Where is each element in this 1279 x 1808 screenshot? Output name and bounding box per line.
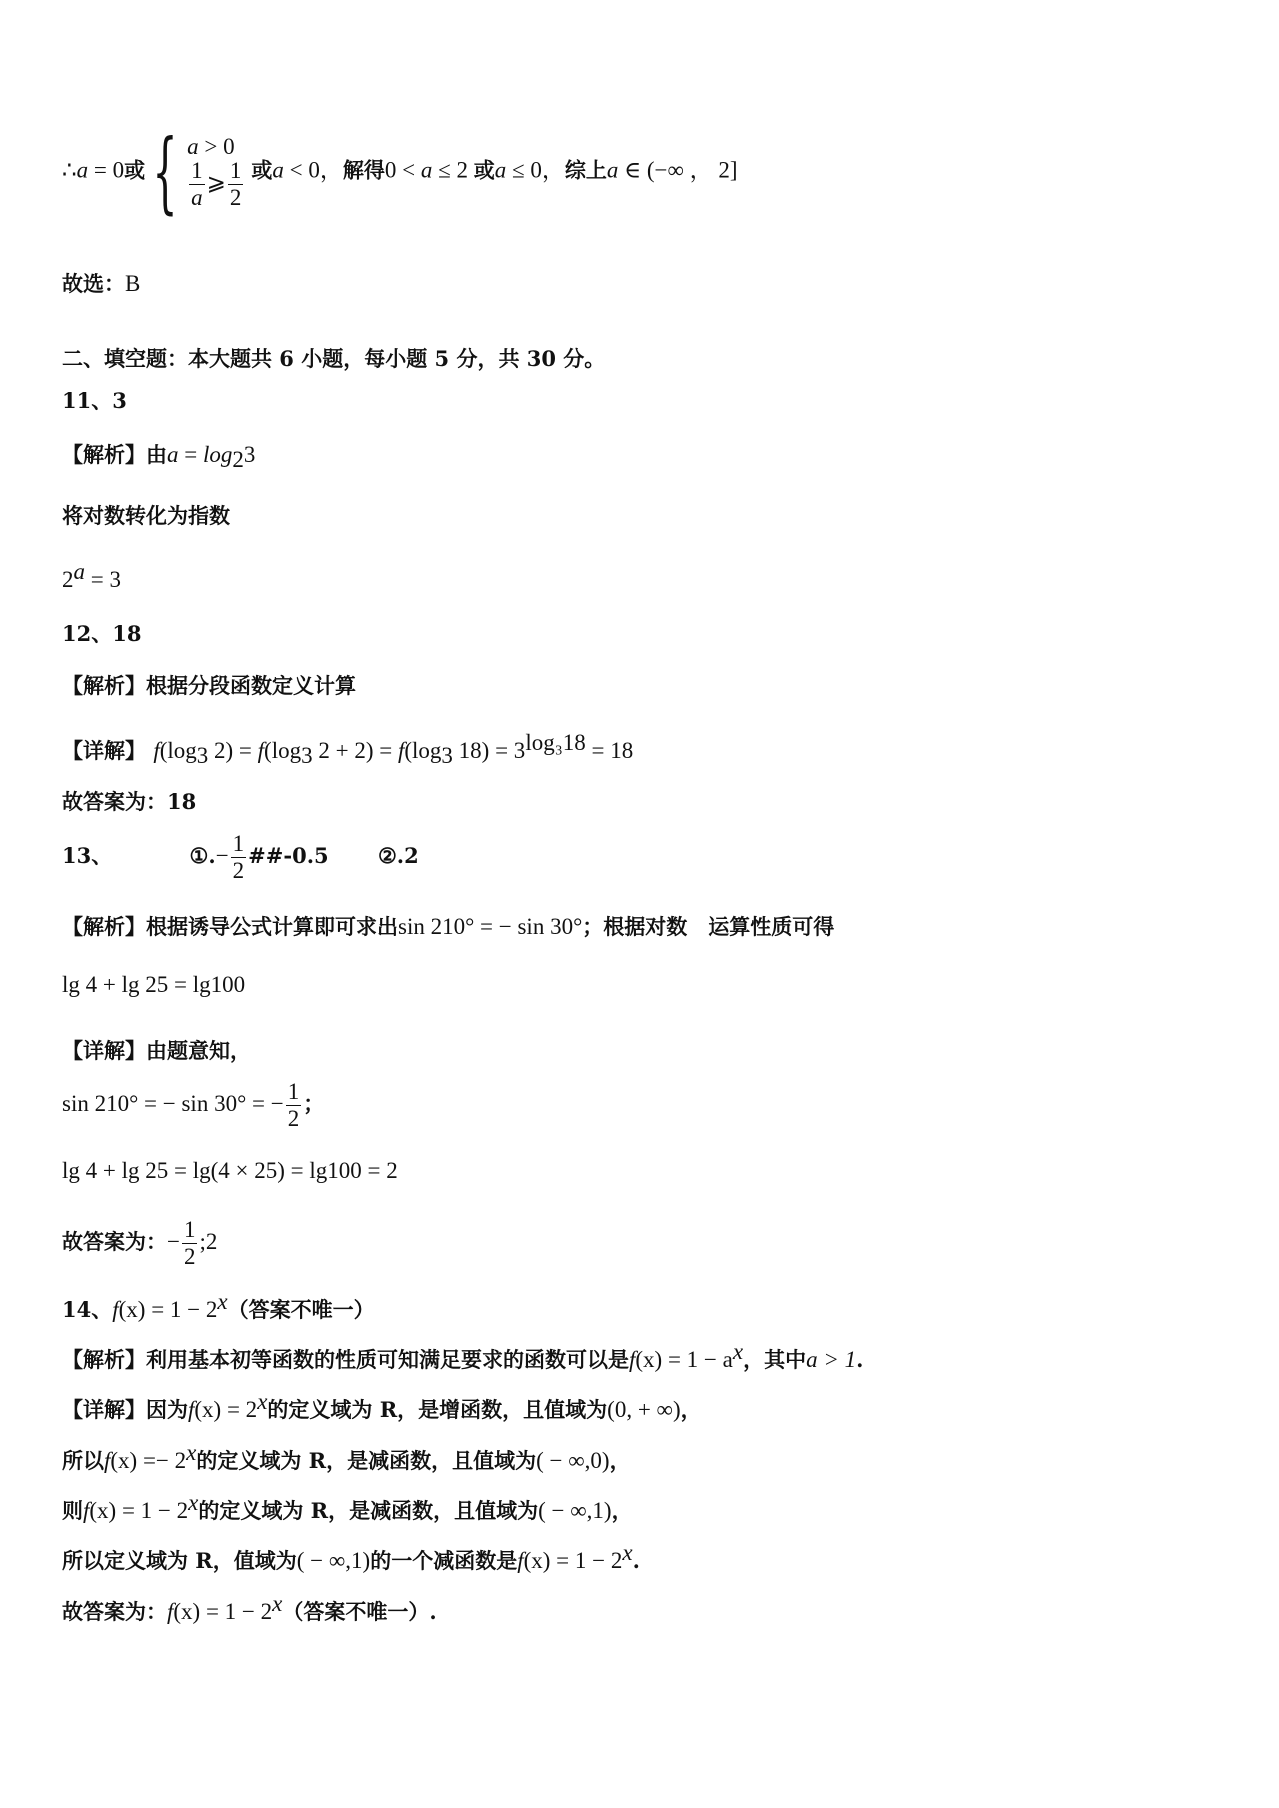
condition-system: a > 0 $\frac{1}{a}$ ⩾ $\frac{1}{2}$ [187, 133, 242, 211]
question-13-heading: 13、 ①.− $\frac{1}{2}$ ##-0.5 ②.2 [62, 831, 419, 884]
q12-answer: 故答案为：18 [62, 789, 197, 814]
q11-step-text: 将对数转化为指数 [62, 503, 230, 528]
q13-log-identity: lg 4 + lg 25 = lg100 [62, 972, 246, 997]
q13-detail-heading: 【详解】由题意知， [62, 1038, 251, 1063]
therefore-symbol: ∴ [62, 157, 77, 183]
answer-choice-line: 故选：B [62, 271, 141, 296]
question-11-heading: 11、3 [62, 388, 127, 413]
question-12-heading: 12、18 [62, 621, 142, 646]
section-heading: 二、填空题：本大题共 6 小题，每小题 5 分，共 30 分。 [62, 346, 606, 371]
q14-detail-1: 【详解】因为$f(x) = 2^x$的定义域为 R，是增函数，且值域为(0, + ∞)， [62, 1389, 702, 1422]
q14-analysis: 【解析】利用基本初等函数的性质可知满足要求的函数可以是$f(x) = 1 - a^x$，其中a > 1. [62, 1339, 864, 1372]
q13-analysis: 【解析】根据诱导公式计算即可求出sin 210° = − sin 30°；根据对数 运算性质可得 [62, 914, 835, 939]
line-condition-system: ∴a = 0或{ a > 0 $\frac{1}{a}$ ⩾ $\frac{1}{2}$ 或a < 0，解得0 < a ≤ 2 或a ≤ 0，综上a ∈ (−∞ ， 2] [62, 120, 738, 223]
q11-analysis: 【解析】由$a = \log_23$ [62, 442, 256, 473]
q14-detail-2: 所以$f(x) =- 2^x$的定义域为 R，是减函数，且值域为( − ∞,0)， [62, 1440, 631, 1473]
q13-lg-equation: lg 4 + lg 25 = lg(4 × 25) = lg100 = 2 [62, 1158, 398, 1183]
q12-analysis: 【解析】根据分段函数定义计算 [62, 673, 356, 698]
q14-detail-3: 则$f(x) = 1 - 2^x$的定义域为 R，是减函数，且值域为( − ∞,1)， [62, 1490, 633, 1523]
q14-answer: 故答案为：$f(x) = 1 - 2^x$（答案不唯一）. [62, 1591, 437, 1624]
q11-exponential-form: $2^a = 3$ [62, 559, 121, 592]
left-brace: { [152, 120, 178, 223]
q12-detail: 【详解】 $f(\log_3$ $2) = f(\log_3$ $2 + 2) = f(\log_3$ $18) = 3^{log_318} = 18$ [62, 730, 634, 769]
q13-answer: 故答案为：− $\frac{1}{2}$ ;2 [62, 1217, 218, 1270]
question-14-heading: 14、$f(x) = 1 - 2^x$（答案不唯一） [62, 1289, 375, 1322]
q13-sin-equation: sin 210° = − sin 30° = − $\frac{1}{2}$ ； [62, 1079, 325, 1132]
q14-conclusion: 所以定义域为 R，值域为( − ∞,1)的一个减函数是$f(x) = 1 - 2^x$. [62, 1540, 640, 1573]
